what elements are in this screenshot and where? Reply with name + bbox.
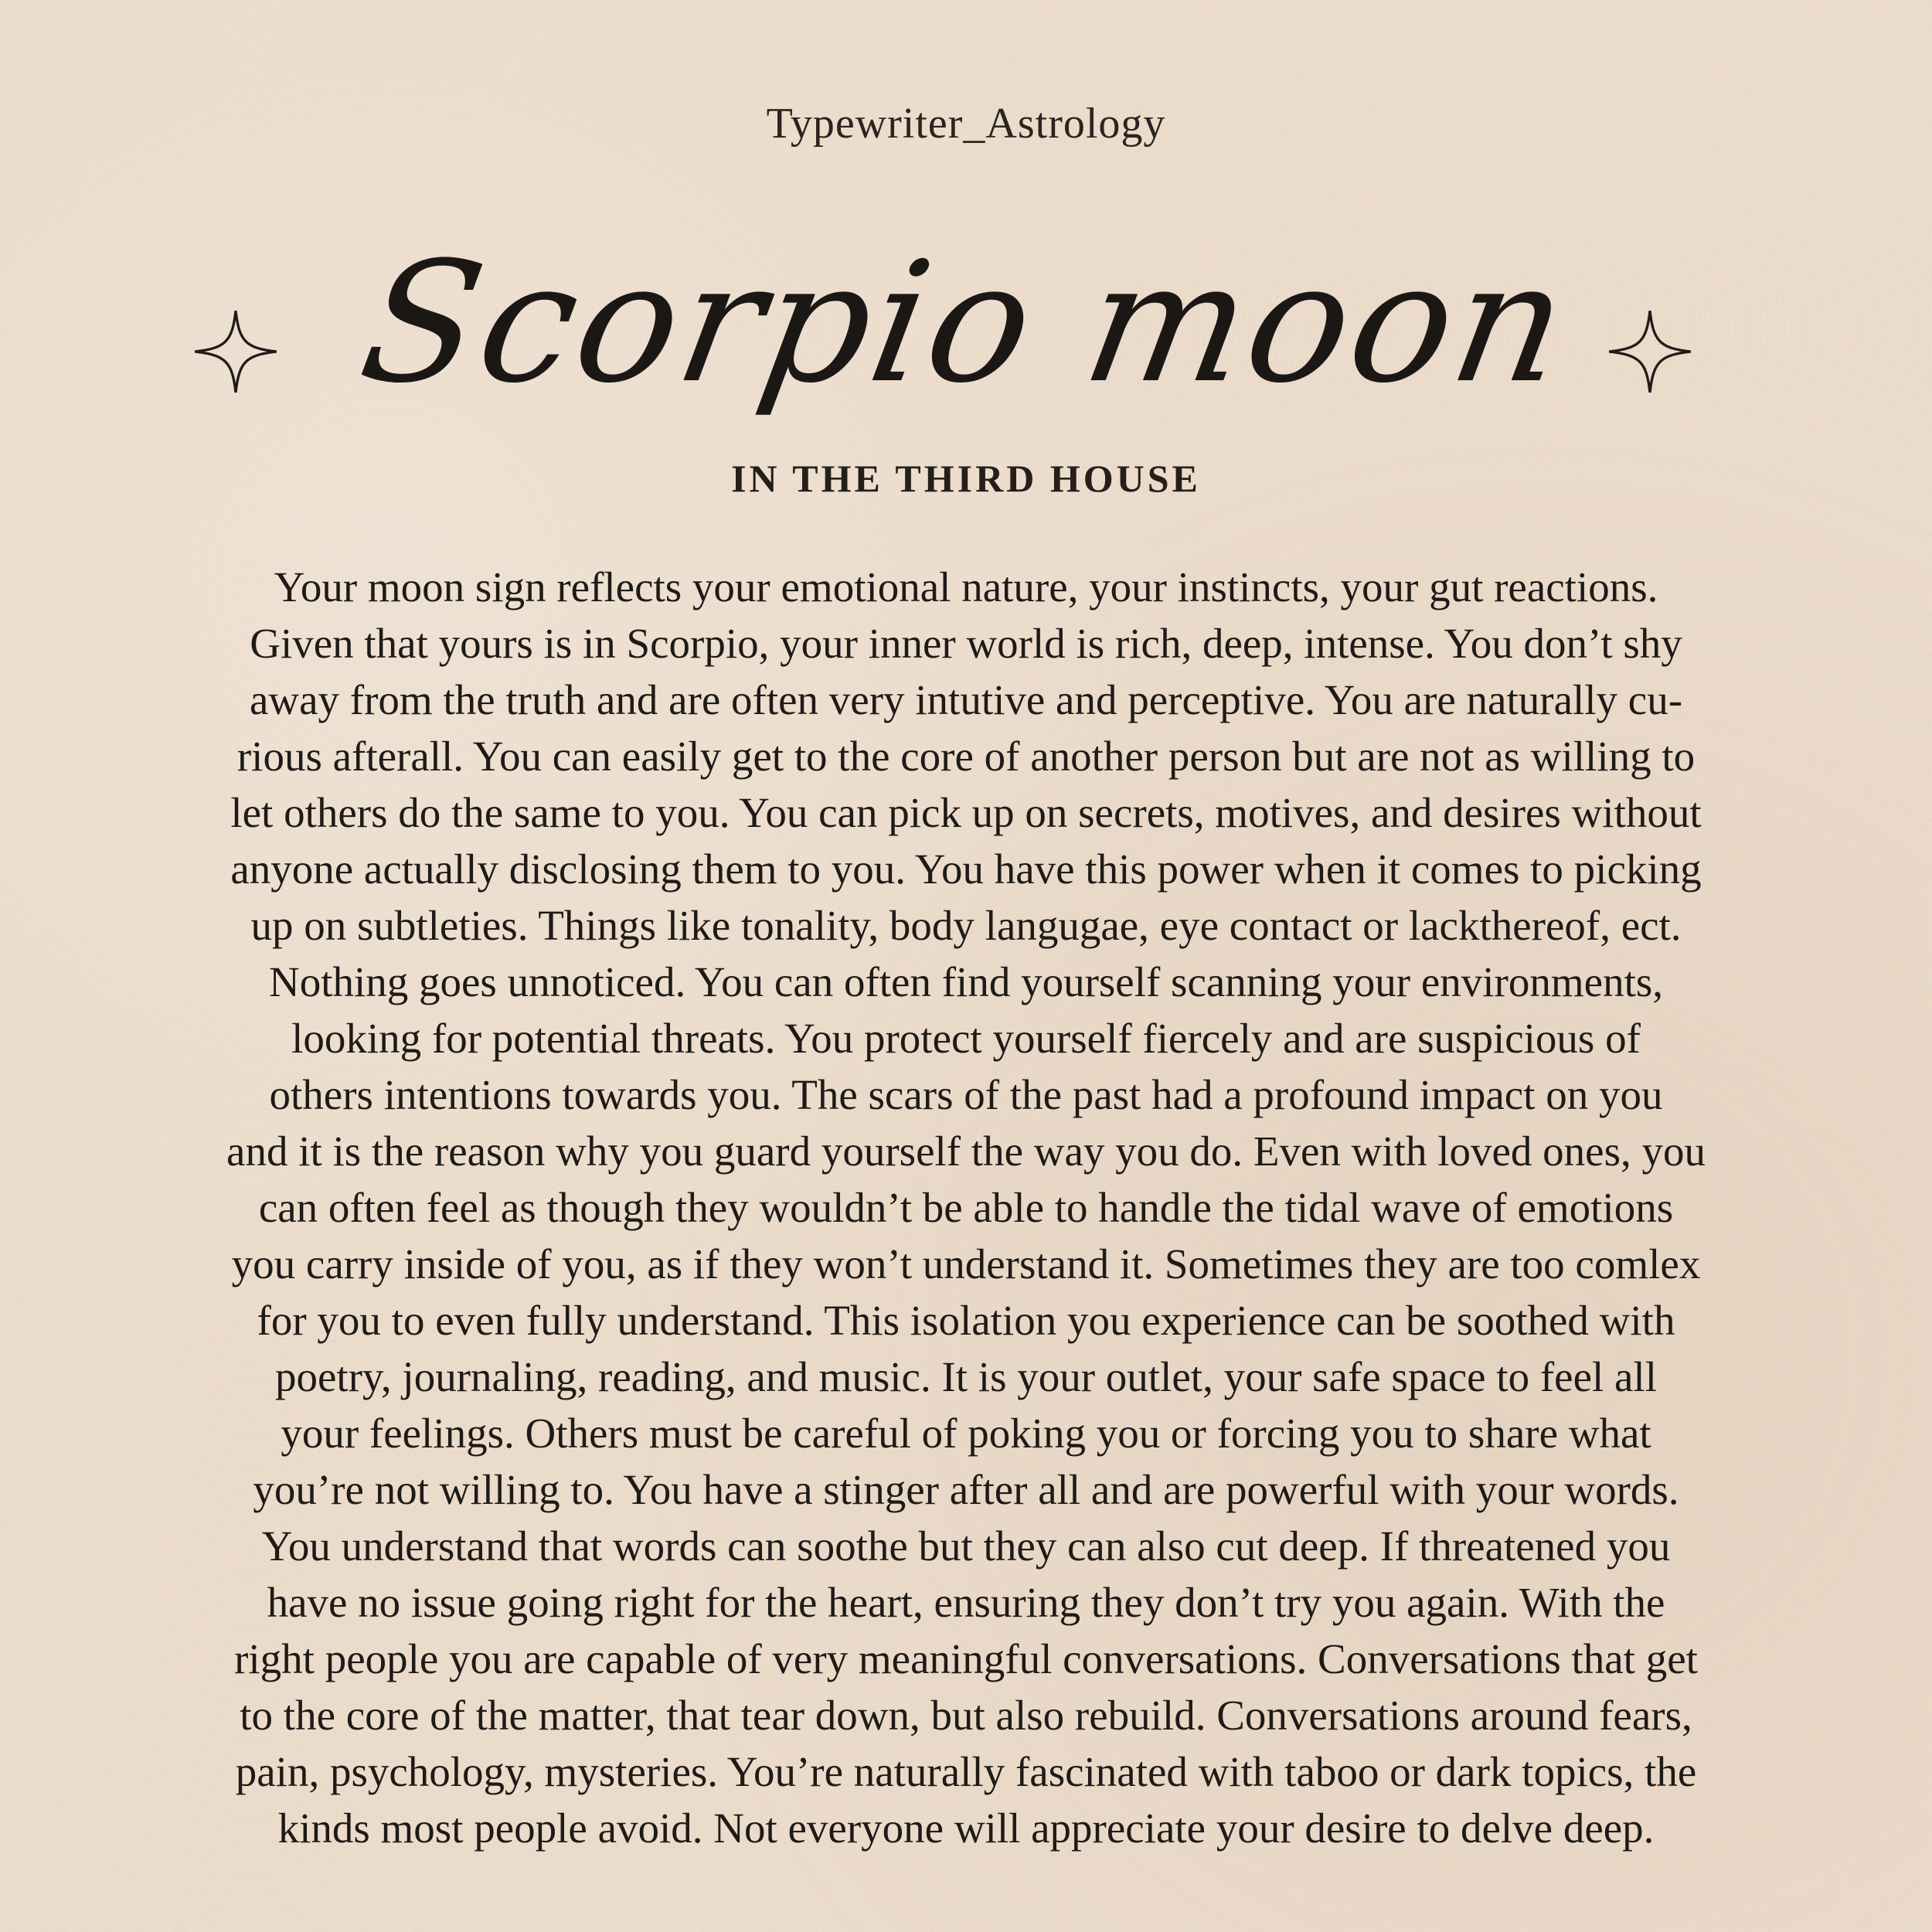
body-line: can often feel as though they wouldn’t be able to handle the tidal wave of emotions — [258, 1184, 1674, 1231]
body-line: right people you are capable of very meaningful conversations. Conversations that get — [234, 1635, 1698, 1682]
body-line: others intentions towards you. The scars of the past had a profound impact on you — [269, 1071, 1663, 1118]
body-line: pain, psychology, mysteries. You’re naturally fascinated with taboo or dark topics, the — [235, 1748, 1697, 1795]
body-line: you carry inside of you, as if they won’t understand it. Sometimes they are too comlex — [231, 1240, 1701, 1287]
body-line: Nothing goes unnoticed. You can often find yourself scanning your environments, — [268, 958, 1664, 1005]
body-line: anyone actually disclosing them to you. You have this power when it comes to picking — [230, 845, 1702, 893]
body-text — [193, 559, 1739, 1856]
body-line: rious afterall. You can easily get to the core of another person but are not as willing to — [236, 733, 1696, 780]
body-line: Your moon sign reflects your emotional nature, your instincts, your gut reactions. — [274, 563, 1658, 611]
title-block — [0, 185, 1932, 448]
body-line: You understand that words can soothe but they can also cut deep. If threatened you — [261, 1522, 1671, 1570]
body-line: kinds most people avoid. Not everyone will appreciate your desire to delve deep. — [277, 1804, 1655, 1852]
body-line: have no issue going right for the heart, ensuring they don’t try you again. With the — [267, 1579, 1665, 1626]
body-line: away from the truth and are often very intutive and perceptive. You are naturally cu- — [249, 676, 1683, 723]
body-line: you’re not willing to. You have a stinger after all and are powerful with your words. — [253, 1466, 1679, 1513]
body-line: poetry, journaling, reading, and music. It is your outlet, your safe space to feel all — [275, 1353, 1657, 1400]
body-line: and it is the reason why you guard yourself the way you do. Even with loved ones, you — [226, 1128, 1706, 1175]
body-line: your feelings. Others must be careful of poking you or forcing you to share what — [281, 1410, 1651, 1457]
body-line: for you to even fully understand. This isolation you experience can be soothed with — [257, 1297, 1675, 1344]
body-line: Given that yours is in Scorpio, your inner world is rich, deep, intense. You don’t shy — [250, 620, 1682, 667]
body-line: let others do the same to you. You can pick up on secrets, motives, and desires without — [230, 789, 1702, 836]
four-point-star-icon — [1607, 309, 1692, 394]
body-line: to the core of the matter, that tear down, but also rebuild. Conversations around fears, — [240, 1692, 1692, 1739]
page-title: Scorpio moon — [349, 226, 1583, 420]
brand-name: Typewriter_Astrology — [766, 100, 1166, 148]
body-line: up on subtleties. Things like tonality, body langugae, eye contact or lackthereof, ect. — [250, 902, 1682, 949]
star-right-svg — [1607, 309, 1692, 394]
body-line: looking for potential threats. You protect yourself fiercely and are suspicious of — [291, 1015, 1641, 1062]
subtitle: IN THE THIRD HOUSE — [731, 457, 1201, 500]
